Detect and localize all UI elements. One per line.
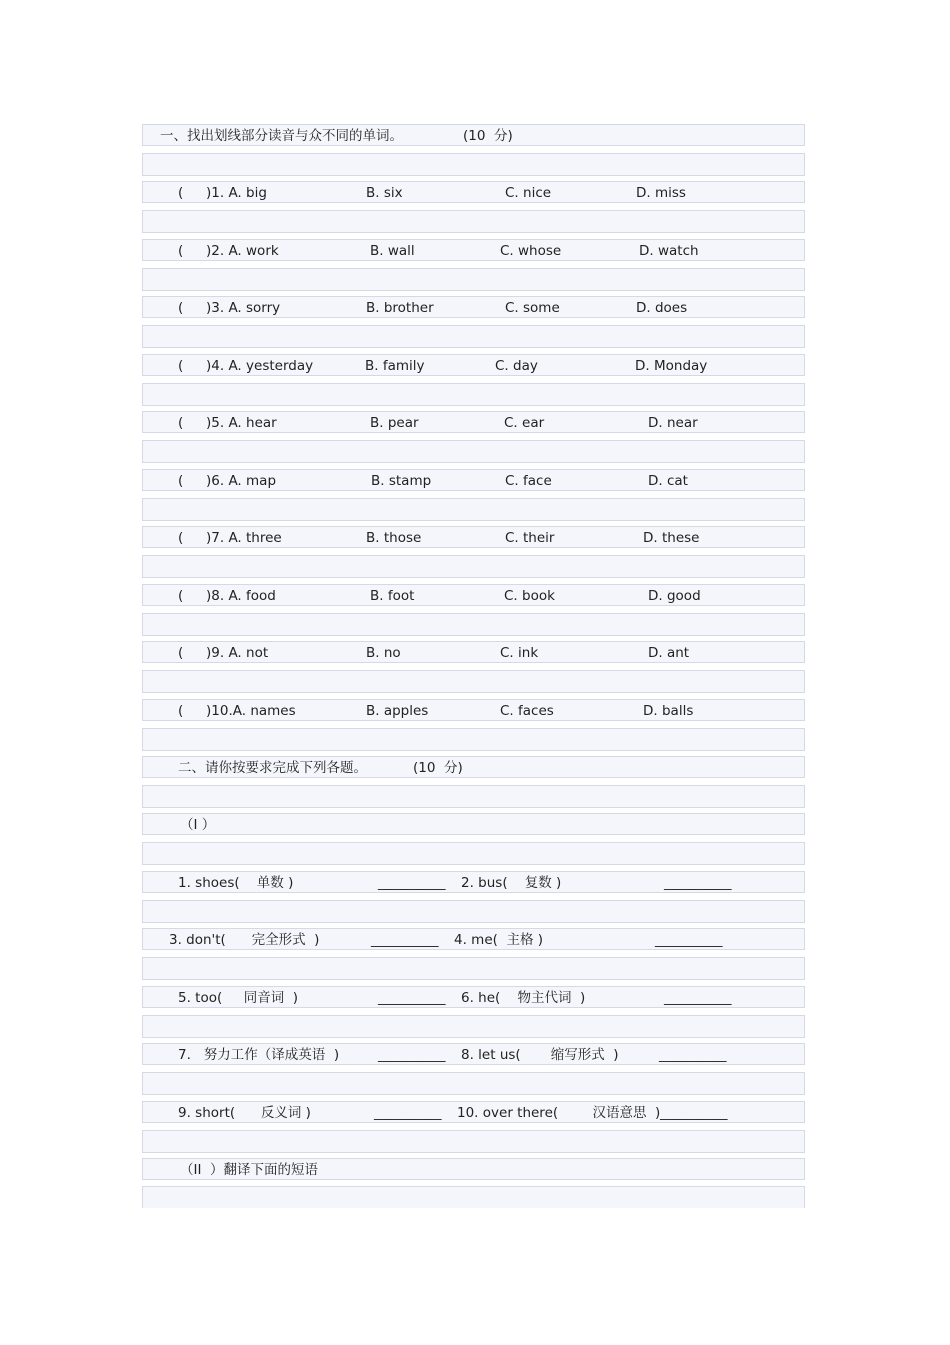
option-d: D. ant [648, 645, 690, 661]
answer-blank[interactable]: __________ [374, 1105, 442, 1121]
blank-row [142, 1072, 805, 1095]
part2-label-row [142, 1158, 805, 1180]
exercise-left: 5. too( 同音词 ) [178, 990, 299, 1006]
question-row [142, 239, 805, 261]
exercise-row [142, 1043, 805, 1065]
option-a: )1. A. big [206, 185, 267, 201]
question-row [142, 181, 805, 203]
blank-row [142, 1015, 805, 1038]
exercise-row [142, 928, 805, 950]
blank-row [142, 842, 805, 865]
exercise-right: 6. he( 物主代词 ) [461, 990, 586, 1006]
blank-row [142, 440, 805, 463]
answer-blank[interactable]: __________ [664, 875, 732, 891]
option-a: )8. A. food [206, 588, 276, 604]
answer-blank[interactable]: __________ [660, 1105, 728, 1121]
answer-blank[interactable]: __________ [378, 875, 446, 891]
option-b: B. wall [370, 243, 415, 259]
option-d: D. balls [643, 703, 694, 719]
question-row [142, 296, 805, 318]
exercise-left: 1. shoes( 单数 ) [178, 875, 294, 891]
option-a: )4. A. yesterday [206, 358, 314, 374]
option-a: )6. A. map [206, 473, 277, 489]
answer-blank[interactable]: __________ [378, 1047, 446, 1063]
exercise-row [142, 986, 805, 1008]
option-a: )9. A. not [206, 645, 269, 661]
answer-paren: ( [178, 243, 184, 259]
answer-blank[interactable]: __________ [371, 932, 439, 948]
section1-points: (10 分) [463, 128, 513, 144]
blank-row [142, 1186, 805, 1208]
blank-row [142, 1130, 805, 1153]
exercise-row [142, 871, 805, 893]
part2-label: （II ）翻译下面的短语 [180, 1162, 319, 1178]
blank-row [142, 383, 805, 406]
blank-row [142, 900, 805, 923]
section2-title: 二、请你按要求完成下列各题。 [178, 760, 367, 776]
part1-label: （I ） [180, 817, 216, 833]
answer-paren: ( [178, 473, 184, 489]
blank-row [142, 268, 805, 291]
section2-header-row [142, 756, 805, 778]
exercise-row [142, 1101, 805, 1123]
option-a: )10.A. names [206, 703, 296, 719]
option-d: D. these [643, 530, 700, 546]
option-c: C. nice [505, 185, 552, 201]
option-d: D. near [648, 415, 698, 431]
blank-row [142, 613, 805, 636]
question-row [142, 641, 805, 663]
exercise-right: 10. over there( 汉语意思 ) [457, 1105, 661, 1121]
option-c: C. faces [500, 703, 554, 719]
option-c: C. book [504, 588, 555, 604]
blank-row [142, 957, 805, 980]
option-c: C. ink [500, 645, 539, 661]
option-d: D. does [636, 300, 688, 316]
question-row [142, 411, 805, 433]
option-b: B. apples [366, 703, 429, 719]
blank-row [142, 670, 805, 693]
option-b: B. brother [366, 300, 434, 316]
answer-blank[interactable]: __________ [378, 990, 446, 1006]
blank-row [142, 498, 805, 521]
exercise-right: 4. me( 主格 ) [454, 932, 544, 948]
question-row [142, 354, 805, 376]
option-a: )2. A. work [206, 243, 279, 259]
answer-paren: ( [178, 300, 184, 316]
answer-paren: ( [178, 588, 184, 604]
section2-points: (10 分) [413, 760, 463, 776]
answer-blank[interactable]: __________ [655, 932, 723, 948]
option-c: C. some [505, 300, 560, 316]
blank-row [142, 728, 805, 751]
option-d: D. miss [636, 185, 686, 201]
question-row [142, 584, 805, 606]
blank-row [142, 153, 805, 176]
blank-row [142, 325, 805, 348]
option-c: C. whose [500, 243, 562, 259]
part1-label-row [142, 813, 805, 835]
exercise-left: 7. 努力工作（译成英语 ) [178, 1047, 340, 1063]
answer-paren: ( [178, 415, 184, 431]
blank-row [142, 785, 805, 808]
blank-row [142, 210, 805, 233]
option-b: B. those [366, 530, 422, 546]
answer-paren: ( [178, 358, 184, 374]
option-d: D. watch [639, 243, 699, 259]
worksheet [142, 124, 807, 1208]
option-b: B. six [366, 185, 403, 201]
option-c: C. ear [504, 415, 545, 431]
answer-blank[interactable]: __________ [664, 990, 732, 1006]
option-b: B. family [365, 358, 425, 374]
answer-blank[interactable]: __________ [659, 1047, 727, 1063]
option-d: D. Monday [635, 358, 708, 374]
section1-header-row [142, 124, 805, 146]
question-row [142, 469, 805, 491]
option-c: C. face [505, 473, 552, 489]
exercise-left: 9. short( 反义词 ) [178, 1105, 311, 1121]
option-b: B. foot [370, 588, 415, 604]
question-row [142, 699, 805, 721]
option-c: C. their [505, 530, 555, 546]
exercise-right: 8. let us( 缩写形式 ) [461, 1047, 619, 1063]
answer-paren: ( [178, 185, 184, 201]
answer-paren: ( [178, 645, 184, 661]
exercise-left: 3. don't( 完全形式 ) [169, 932, 320, 948]
option-b: B. stamp [371, 473, 432, 489]
option-b: B. pear [370, 415, 419, 431]
section1-title: 一、找出划线部分读音与众不同的单词。 [160, 128, 403, 144]
option-a: )7. A. three [206, 530, 282, 546]
option-b: B. no [366, 645, 401, 661]
option-c: C. day [495, 358, 538, 374]
blank-row [142, 555, 805, 578]
exercise-right: 2. bus( 复数 ) [461, 875, 562, 891]
answer-paren: ( [178, 703, 184, 719]
answer-paren: ( [178, 530, 184, 546]
option-d: D. good [648, 588, 701, 604]
option-a: )3. A. sorry [206, 300, 281, 316]
option-d: D. cat [648, 473, 688, 489]
question-row [142, 526, 805, 548]
option-a: )5. A. hear [206, 415, 277, 431]
